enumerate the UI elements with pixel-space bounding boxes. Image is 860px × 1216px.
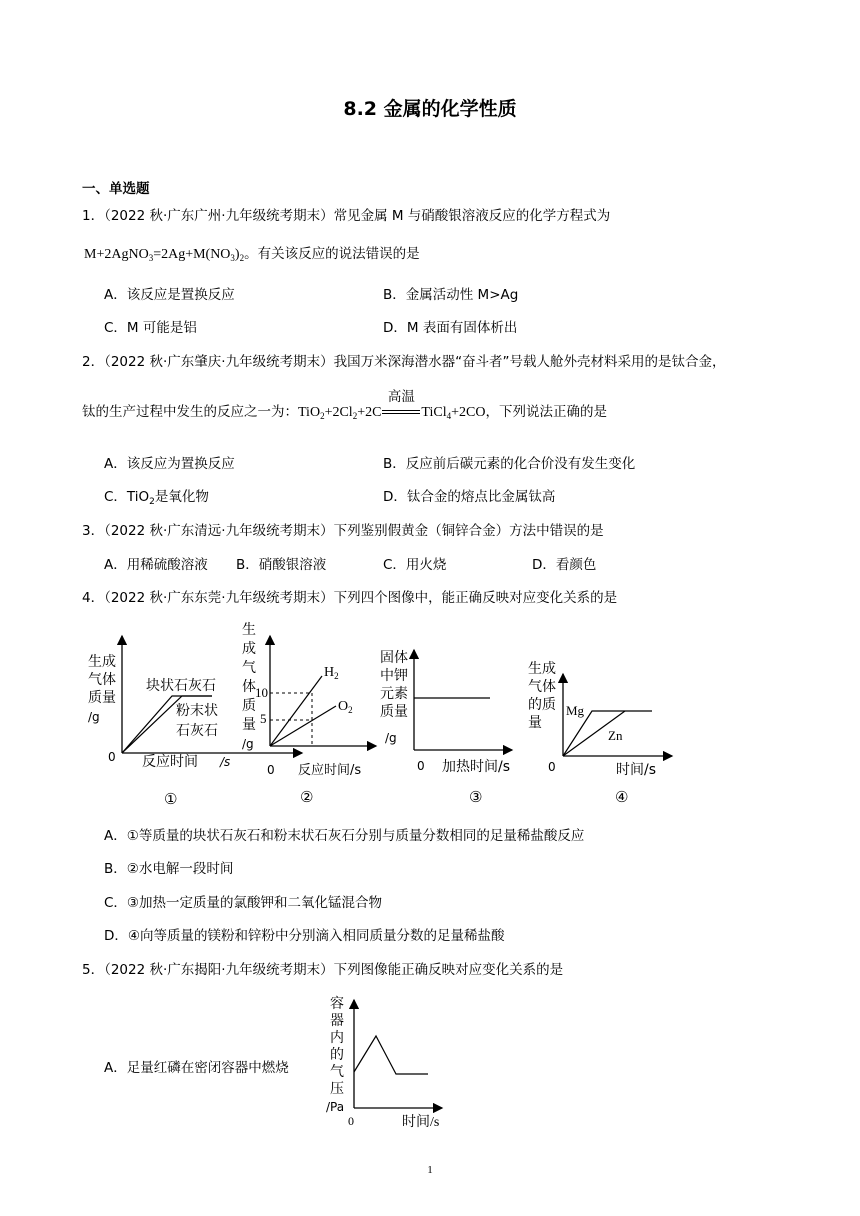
graph4-ylabel-4: 量 [528, 715, 542, 731]
graph2-origin: 0 [267, 763, 275, 777]
q2-option-b[interactable]: B．反应前后碳元素的化合价没有发生变化 [383, 456, 636, 472]
q1-option-a[interactable]: A．该反应是置换反应 [104, 287, 235, 303]
graph1-number: ① [164, 790, 178, 808]
graph3-xlabel: 加热时间/s [442, 759, 511, 775]
q5-ylabel-1: 容 [330, 996, 344, 1012]
page-title: 8.2 金属的化学性质 [343, 98, 517, 120]
graph1-label-powder-2: 石灰石 [176, 723, 218, 739]
q3-stem: 3．（2022 秋·广东清远·九年级统考期末）下列鉴别假黄金（铜锌合金）方法中错误的是 [82, 523, 604, 539]
graph1-ylabel-4: /g [88, 710, 100, 724]
q5-ylabel-6: 压 [330, 1081, 344, 1097]
graph3-ylabel-4: 质量 [380, 704, 408, 720]
graph2-line-h2 [270, 676, 322, 746]
q5-xlabel: 时间/s [402, 1115, 440, 1130]
graph3-origin: 0 [417, 759, 425, 773]
graph-3 [380, 649, 512, 806]
q4-graphs [80, 618, 680, 813]
q1-option-c[interactable]: C．M 可能是铝 [104, 320, 197, 336]
graph1-ylabel-1: 生成 [88, 654, 116, 670]
graph-2 [242, 621, 376, 806]
q2-option-c[interactable]: C．TiO$_2$是氧化物 [104, 489, 209, 507]
q5-option-a[interactable]: A．足量红磷在密闭容器中燃烧 [104, 1060, 289, 1076]
page-number: 1 [427, 1164, 433, 1176]
graph4-label-mg: Mg [566, 703, 585, 718]
q5-ylabel-4: 的 [330, 1047, 344, 1063]
graph2-ylabel-1: 生 [242, 622, 256, 638]
q4-option-d[interactable]: D．④向等质量的镁粉和锌粉中分别滴入相同质量分数的足量稀盐酸 [104, 928, 505, 944]
q5-ylabel-5: 气 [330, 1064, 344, 1080]
q4-option-a[interactable]: A．①等质量的块状石灰石和粉末状石灰石分别与质量分数相同的足量稀盐酸反应 [104, 828, 585, 844]
q5-pressure-line [354, 1036, 428, 1074]
graph2-ylabel-2: 成 [242, 641, 256, 657]
graph2-ylabel-5: 质 [242, 698, 256, 714]
graph3-number: ③ [469, 788, 483, 806]
q3-option-d[interactable]: D．看颜色 [532, 557, 597, 573]
graph2-line-o2 [270, 706, 336, 746]
graph1-ylabel-2: 气体 [88, 672, 116, 688]
graph4-number: ④ [615, 788, 629, 806]
graph2-label-o2: $O_2$ [338, 699, 353, 715]
graph1-xlabel: 反应时间 [142, 754, 198, 770]
graph1-ylabel-3: 质量 [88, 690, 116, 706]
graph3-ylabel-1: 固体 [380, 650, 408, 666]
graph2-ylabel-7: /g [242, 737, 254, 751]
q5-graph [320, 990, 460, 1130]
q2-option-a[interactable]: A．该反应为置换反应 [104, 456, 235, 472]
q2-stem: 2．（2022 秋·广东肇庆·九年级统考期末）我国万米深海潜水器“奋斗者”号载人舱外壳材料采用的是钛合金， [82, 354, 726, 370]
graph1-origin: 0 [108, 750, 116, 764]
graph3-ylabel-3: 元素 [380, 686, 408, 702]
graph2-ylabel-6: 量 [242, 717, 256, 733]
q2-option-d[interactable]: D．钛合金的熔点比金属钛高 [383, 489, 556, 505]
graph3-ylabel-2: 中钾 [380, 668, 408, 684]
graph2-xlabel: 反应时间/s [298, 763, 362, 778]
q3-option-b[interactable]: B．硝酸银溶液 [236, 557, 327, 573]
q5-ylabel-2: 器 [330, 1013, 344, 1029]
q1-equation: $M+2AgNO_3=2Ag+M(NO_3)_2$ [84, 247, 245, 263]
section-heading: 一、单选题 [82, 181, 150, 197]
graph4-ylabel-3: 的质 [528, 697, 556, 713]
q5-stem: 5．（2022 秋·广东揭阳·九年级统考期末）下列图像能正确反映对应变化关系的是 [82, 962, 564, 978]
graph2-ylabel-3: 气 [242, 660, 256, 676]
graph1-label-lump: 块状石灰石 [146, 678, 216, 694]
graph2-number: ② [300, 788, 314, 806]
q2-equation: $TiO_2+2Cl_2+2C$ 高温 TiCl$_4$+2CO [298, 405, 485, 420]
q4-stem: 4．（2022 秋·广东东莞·九年级统考期末）下列四个图像中，能正确反映对应变化关系的是 [82, 590, 618, 606]
graph3-ylabel-5: /g [385, 731, 397, 745]
graph4-xlabel: 时间/s [616, 762, 657, 778]
graph4-label-zn: Zn [608, 728, 623, 743]
q3-option-c[interactable]: C．用火烧 [383, 557, 447, 573]
graph1-label-powder-1: 粉末状 [176, 703, 218, 719]
q3-option-a[interactable]: A．用稀硫酸溶液 [104, 557, 208, 573]
q2-condition: 高温 [387, 388, 415, 405]
q5-ylabel-3: 内 [330, 1030, 344, 1046]
graph1-xunit: /s [220, 755, 231, 769]
graph2-ylabel-4: 体 [242, 679, 256, 695]
graph4-origin: 0 [548, 760, 556, 774]
q4-option-c[interactable]: C．③加热一定质量的氯酸钾和二氧化锰混合物 [104, 895, 383, 911]
graph4-ylabel-1: 生成 [528, 661, 556, 677]
q1-stem: 1．（2022 秋·广东广州·九年级统考期末）常见金属 M 与硝酸银溶液反应的化学方程式为 [82, 208, 611, 224]
graph4-ylabel-2: 气体 [528, 679, 556, 695]
q1-option-d[interactable]: D．M 表面有固体析出 [383, 320, 518, 336]
q2-equation-line: 钛的生产过程中发生的反应之一为：$TiO_2+2Cl_2+2C$ 高温 TiCl$_4$+2CO，下列说法正确的是 [82, 400, 607, 421]
q1-option-b[interactable]: B．金属活动性 M>Ag [383, 287, 519, 303]
q4-option-b[interactable]: B．②水电解一段时间 [104, 861, 234, 877]
graph2-tick-5: 5 [260, 711, 267, 726]
q5-origin: 0 [348, 1114, 354, 1128]
q1-equation-line: $M+2AgNO_3=2Ag+M(NO_3)_2$。有关该反应的说法错误的是 [84, 246, 420, 263]
graph-4 [528, 660, 672, 806]
graph2-label-h2: $H_2$ [324, 665, 339, 681]
q5-yunit: /Pa [326, 1100, 345, 1114]
graph2-tick-10: 10 [255, 685, 268, 700]
